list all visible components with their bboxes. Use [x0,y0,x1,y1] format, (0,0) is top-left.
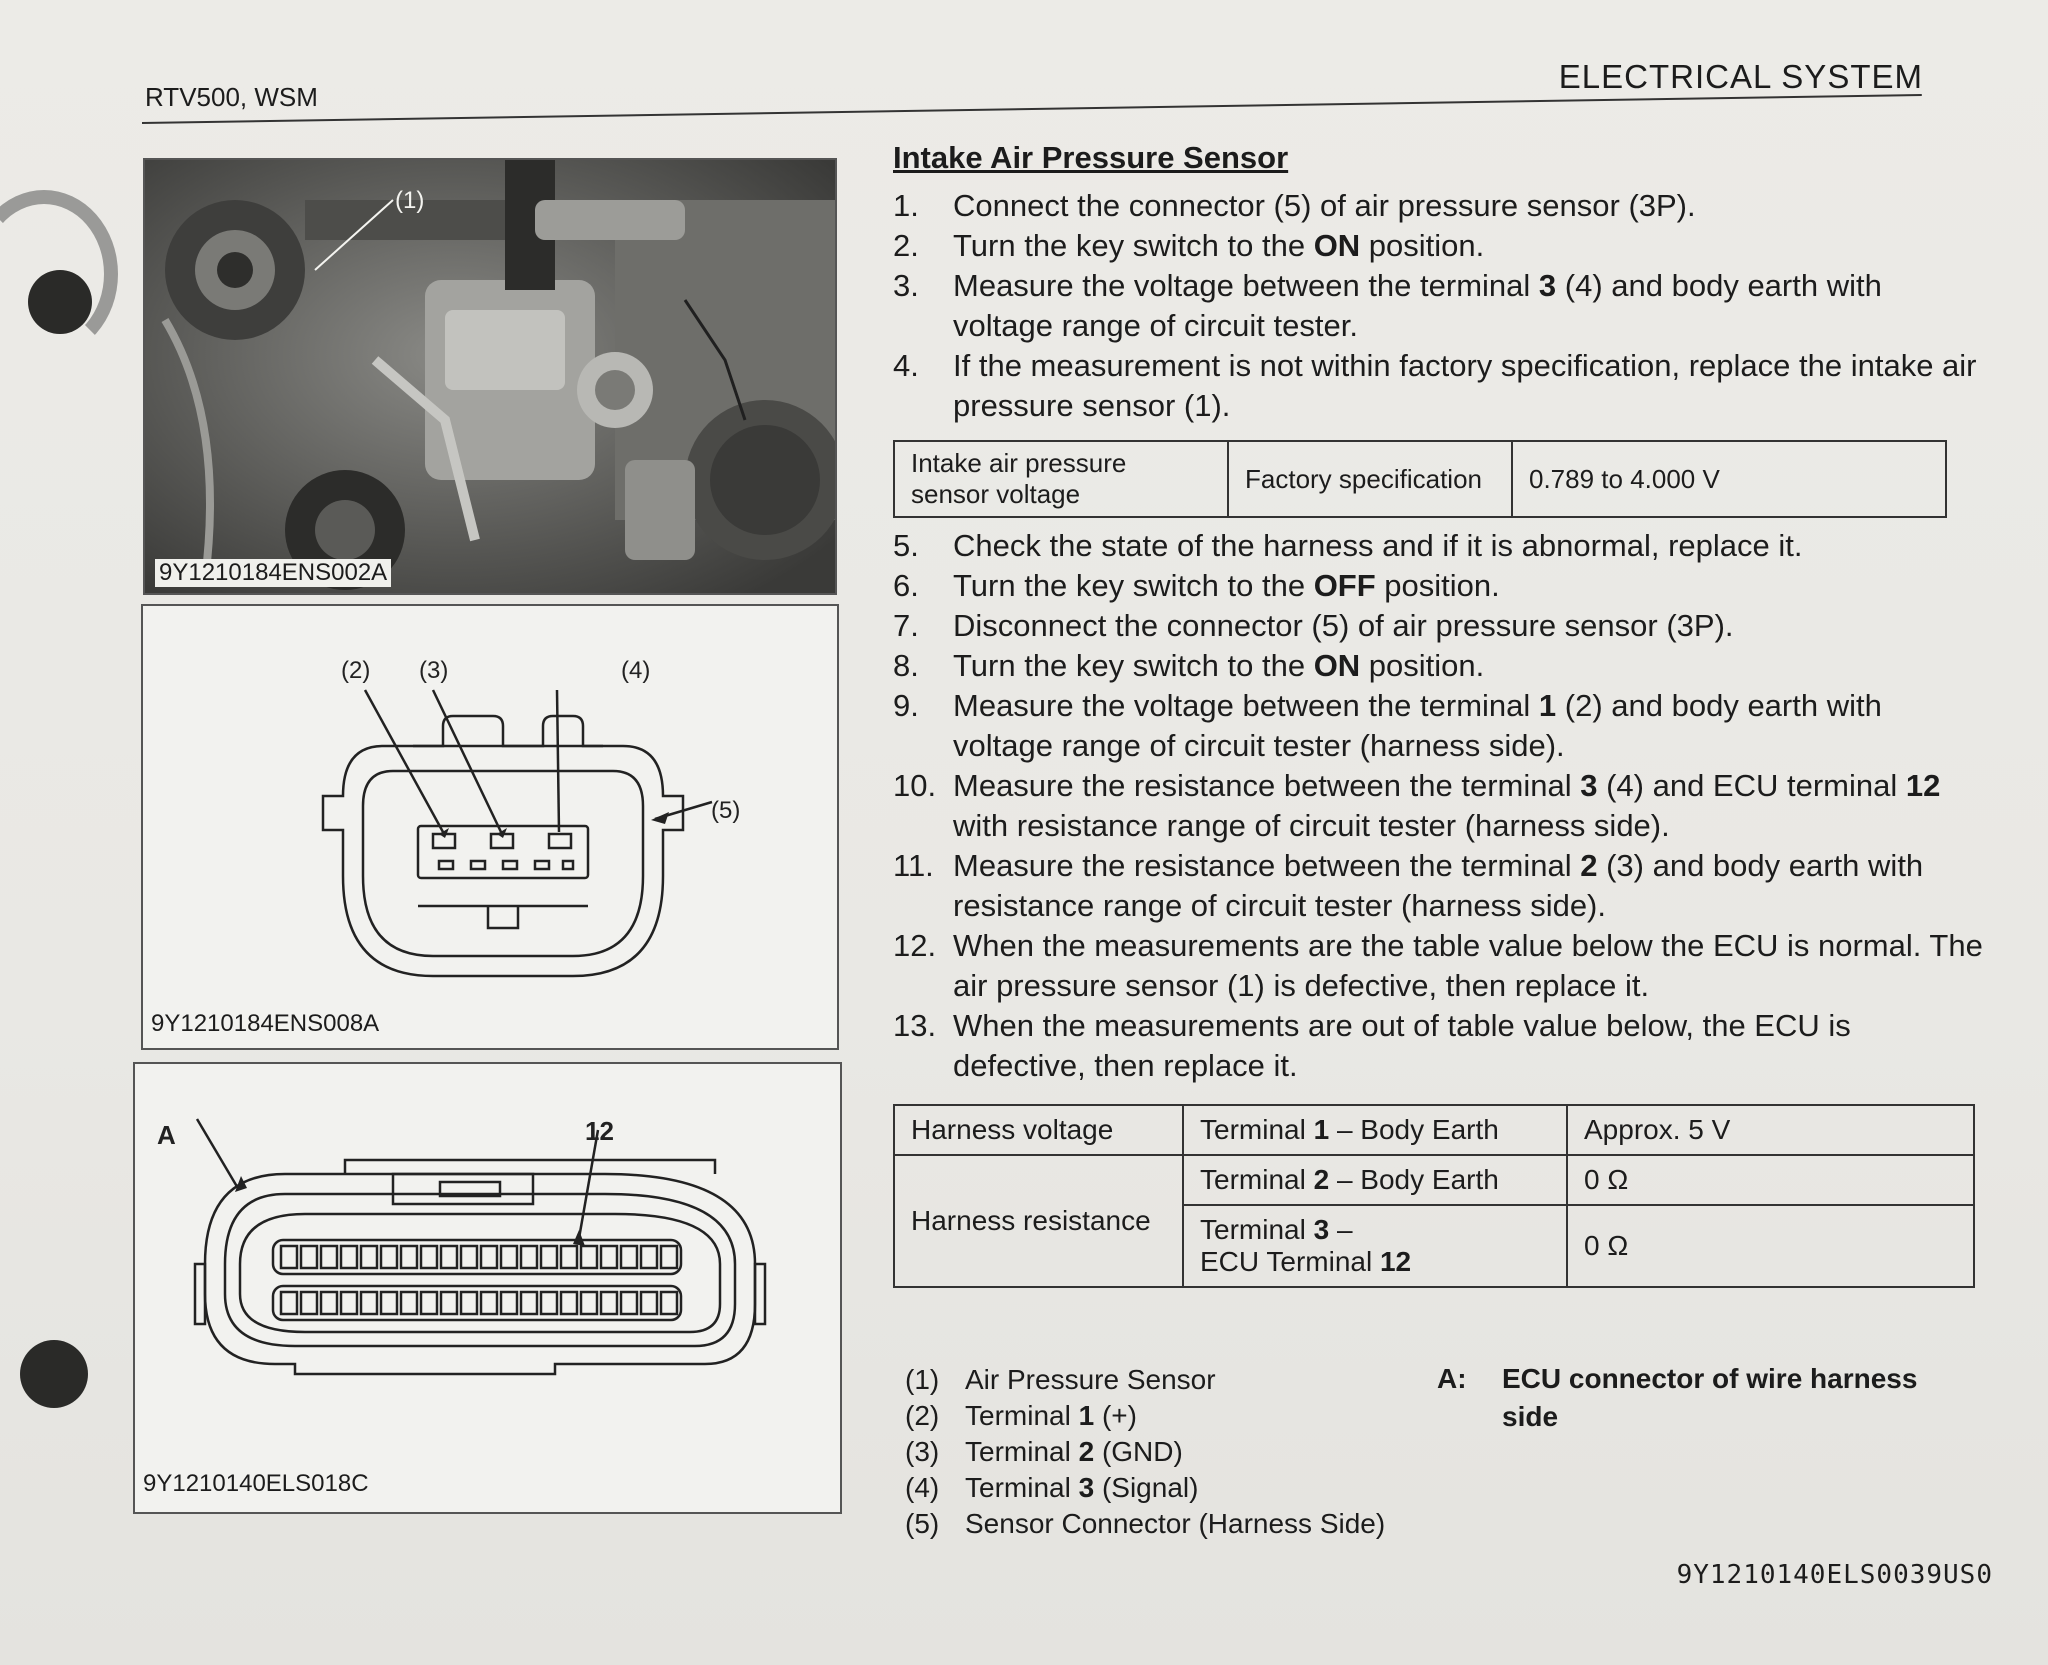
ecu-connector-figure [133,1062,842,1514]
procedure-step [893,566,1983,606]
binder-hole [20,1340,88,1408]
step-number: 9. [893,688,919,723]
procedure-step [893,346,1983,426]
step-number: 13. [893,1008,937,1043]
procedure-step [893,686,1983,766]
legend-text: Terminal 3 (Signal) [965,1472,1199,1503]
meas-value: 0 Ω [1567,1155,1974,1205]
legend-key: (1) [905,1364,940,1395]
procedure-step [893,1006,1983,1086]
procedure-steps-a [893,186,1983,426]
section-title: Intake Air Pressure Sensor [893,140,1289,175]
step-number: 2. [893,228,919,263]
legend-text: Air Pressure Sensor [965,1364,1216,1395]
step-number: 1. [893,188,919,223]
chapter-title: ELECTRICAL SYSTEM [1558,58,1923,95]
spec-label: Factory specification [1228,441,1512,517]
callout-4: (4) [621,657,651,684]
engine-photo-figure [143,158,837,595]
step-text: If the measurement is not within factory specification, replace the intake air pressure sensor (1). [953,348,1977,423]
step-text: Turn the key switch to the OFF position. [953,568,1500,603]
legend-a-value: ECU connector of wire harness side [1502,1363,1918,1432]
binder-hole [28,270,92,334]
legend-key: (3) [905,1436,940,1467]
harness-resistance-label: Harness resistance [894,1155,1183,1287]
legend-text: Terminal 2 (GND) [965,1436,1183,1467]
figure-code: 9Y1210140ELS018C [143,1470,369,1497]
meas-terminal: Terminal 1 – Body Earth [1183,1105,1567,1155]
harness-voltage-label: Harness voltage [894,1105,1183,1155]
step-number: 6. [893,568,919,603]
meas-value: Approx. 5 V [1567,1105,1974,1155]
legend-a [1437,1360,1972,1436]
ecu-pins-row-1 [273,1240,681,1274]
legend-item [905,1362,1385,1398]
step-text: Disconnect the connector (5) of air pressure sensor (3P). [953,608,1734,643]
step-number: 3. [893,268,919,303]
legend-item [905,1506,1385,1542]
procedure-step [893,606,1983,646]
harness-measurement-table [893,1104,1975,1288]
figure-code: 9Y1210184ENS008A [151,1010,380,1037]
step-text: Measure the resistance between the terminal 2 (3) and body earth with resistance range of circuit tester (harness side). [953,848,1924,923]
ecu-connector-diagram [135,1064,840,1512]
callout-5: (5) [711,797,741,824]
step-text: Measure the resistance between the terminal 3 (4) and ECU terminal 12 with resistance range of circuit tester (harness side). [953,768,1941,843]
step-text: When the measurements are out of table value below, the ECU is defective, then replace it. [953,1008,1851,1083]
callout-2: (2) [341,657,371,684]
header-divider [142,94,1922,124]
step-number: 5. [893,528,919,563]
factory-spec-table [893,440,1947,518]
engine-photo [145,160,835,593]
legend-key: (2) [905,1400,940,1431]
step-number: 7. [893,608,919,643]
legend-item [905,1398,1385,1434]
procedure-step [893,226,1983,266]
procedure-step [893,186,1983,226]
meas-terminal: Terminal 3 – ECU Terminal 12 [1183,1205,1567,1287]
procedure-step [893,526,1983,566]
step-text: Measure the voltage between the terminal 3 (4) and body earth with voltage range of circuit tester. [953,268,1882,343]
step-text: Check the state of the harness and if it is abnormal, replace it. [953,528,1803,563]
step-number: 12. [893,928,937,963]
callout-3: (3) [419,657,449,684]
legend-text: Terminal 1 (+) [965,1400,1137,1431]
photo-callout-1: (1) [395,187,425,214]
step-text: Turn the key switch to the ON position. [953,228,1485,263]
spec-item: Intake air pressure sensor voltage [894,441,1228,517]
ecu-label-a: A [157,1120,176,1150]
legend-item [905,1434,1385,1470]
ecu-label-12: 12 [585,1116,614,1146]
ecu-pins-row-2 [273,1286,681,1320]
document-code: 9Y1210140ELS0039US0 [1676,1560,1993,1590]
legend-key: (4) [905,1472,940,1503]
procedure-step [893,766,1983,846]
procedure-step [893,266,1983,346]
step-number: 4. [893,348,919,383]
legend-a-key: A: [1437,1363,1467,1394]
manual-title: RTV500, WSM [145,82,318,112]
procedure-step [893,846,1983,926]
sensor-connector-figure [141,604,839,1050]
step-number: 8. [893,648,919,683]
step-number: 11. [893,848,934,883]
meas-value: 0 Ω [1567,1205,1974,1287]
step-text: Turn the key switch to the ON position. [953,648,1485,683]
legend-text: Sensor Connector (Harness Side) [965,1508,1386,1539]
figure-legend [905,1362,1385,1542]
legend-item [905,1470,1385,1506]
figure-code: 9Y1210184ENS002A [155,559,391,587]
procedure-steps-b [893,526,1983,1086]
meas-terminal: Terminal 2 – Body Earth [1183,1155,1567,1205]
step-text: When the measurements are the table value below the ECU is normal. The air pressure sensor (1) is defective, then replace it. [953,928,1983,1003]
step-number: 10. [893,768,937,803]
spec-value: 0.789 to 4.000 V [1512,441,1946,517]
procedure-step [893,926,1983,1006]
step-text: Measure the voltage between the terminal 1 (2) and body earth with voltage range of circuit tester (harness side). [953,688,1882,763]
procedure-content [893,140,1983,1288]
step-text: Connect the connector (5) of air pressure sensor (3P). [953,188,1696,223]
procedure-step [893,646,1983,686]
sensor-connector-diagram [143,606,837,1048]
legend-key: (5) [905,1508,940,1539]
